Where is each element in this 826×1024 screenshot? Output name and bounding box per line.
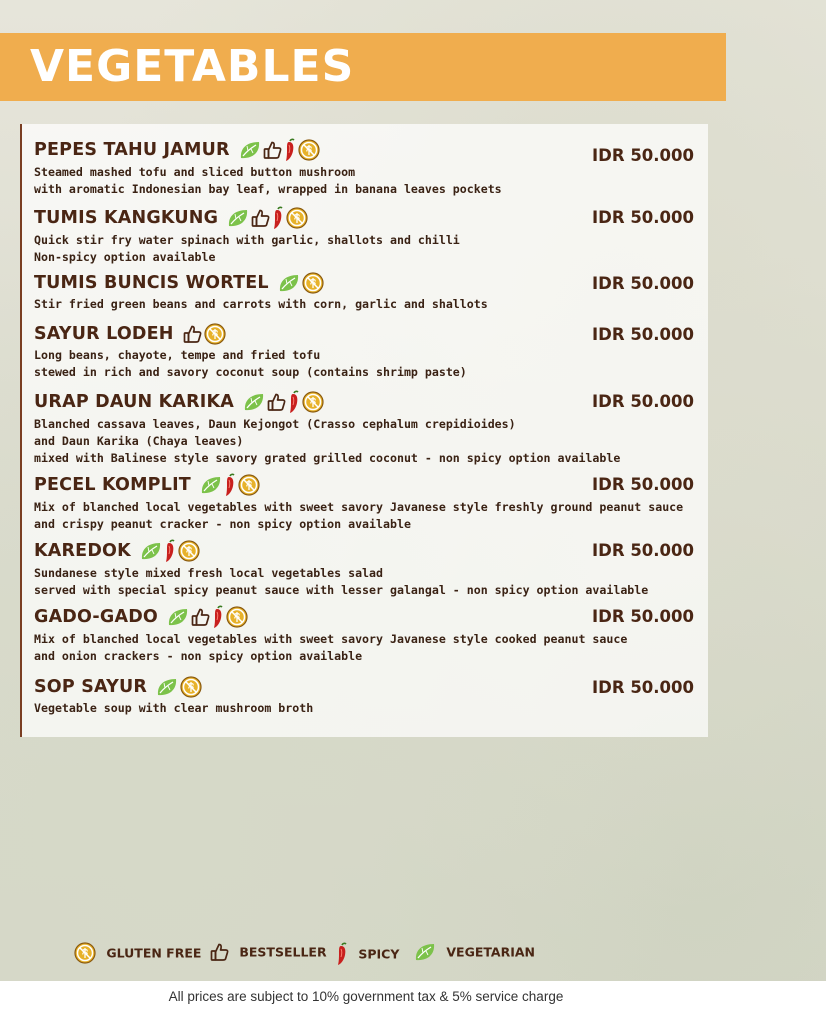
legend-label: VEGETARIAN: [446, 944, 536, 960]
chili-icon: [284, 138, 296, 162]
leaf-icon: [243, 392, 265, 412]
item-price: IDR 50.000: [592, 541, 694, 560]
item-price: IDR 50.000: [592, 146, 694, 165]
legend-gluten-free: [74, 942, 201, 964]
gluten-free-icon: [302, 391, 324, 413]
gluten-free-icon: [74, 942, 96, 964]
gluten-free-icon: [298, 139, 320, 161]
tax-note: All prices are subject to 10% government tax & 5% service charge: [168, 989, 564, 1004]
menu-item: [34, 323, 694, 381]
item-price: IDR 50.000: [592, 208, 694, 227]
description-line: Blanched cassava leaves, Daun Kejongot (Crasso cephalum crepidioides): [34, 417, 516, 431]
description-line: stewed in rich and savory coconut soup (contains shrimp paste): [34, 365, 467, 379]
chili-icon: [336, 946, 354, 961]
item-icons: [140, 539, 202, 563]
chili-icon: [288, 390, 300, 414]
description-line: Sundanese style mixed fresh local vegetables salad: [34, 566, 384, 580]
legend-vegetarian: [414, 942, 535, 962]
leaf-icon: [200, 475, 222, 495]
section-title: VEGETABLES: [30, 41, 355, 92]
menu-item: [34, 138, 694, 198]
gluten-free-icon: [178, 540, 200, 562]
leaf-icon: [414, 942, 436, 962]
item-icons: [156, 676, 204, 698]
description-line: served with special spicy peanut sauce with lesser galangal - non spicy option available: [34, 583, 649, 597]
menu-item: [34, 605, 694, 665]
item-icons: [239, 138, 322, 162]
item-name: TUMIS KANGKUNG: [34, 208, 219, 228]
thumbs-up-icon: [263, 140, 282, 160]
item-description: [34, 565, 694, 599]
menu-item: [34, 539, 694, 599]
legend-bestseller: [210, 942, 327, 962]
description-line: Stir fried green beans and carrots with corn, garlic and shallots: [34, 297, 488, 311]
menu-item: [34, 676, 694, 717]
item-name: SAYUR LODEH: [34, 324, 174, 344]
gluten-free-icon: [226, 606, 248, 628]
item-description: [34, 631, 694, 665]
menu-item: [34, 473, 694, 533]
chili-icon: [336, 942, 348, 966]
leaf-icon: [156, 677, 178, 697]
leaf-icon: [414, 944, 442, 959]
description-line: Vegetable soup with clear mushroom broth: [34, 701, 314, 715]
item-description: [34, 164, 694, 198]
item-icons: [243, 390, 326, 414]
item-name: PECEL KOMPLIT: [34, 475, 191, 495]
item-name: SOP SAYUR: [34, 677, 148, 697]
menu-item: [34, 390, 694, 467]
section-header: [0, 33, 726, 101]
description-line: Long beans, chayote, tempe and fried tofu: [34, 348, 321, 362]
chili-icon: [164, 539, 176, 563]
description-line: and Daun Karika (Chaya leaves): [34, 434, 244, 448]
item-description: [34, 700, 694, 717]
gluten-free-icon: [74, 945, 102, 960]
item-icons: [183, 323, 228, 345]
item-price: IDR 50.000: [592, 678, 694, 697]
item-description: [34, 499, 694, 533]
item-description: [34, 347, 694, 381]
item-icons: [278, 272, 326, 294]
thumbs-up-icon: [267, 392, 286, 412]
item-name: TUMIS BUNCIS WORTEL: [34, 273, 269, 293]
thumbs-up-icon: [210, 944, 235, 959]
leaf-icon: [167, 607, 189, 627]
description-line: mixed with Balinese style savory grated grilled coconut - non spicy option available: [34, 451, 621, 465]
description-line: Quick stir fry water spinach with garlic, shallots and chilli: [34, 233, 460, 247]
leaf-icon: [239, 140, 261, 160]
description-line: Mix of blanched local vegetables with sweet savory Javanese style cooked peanut sauce: [34, 632, 628, 646]
description-line: and crispy peanut cracker - non spicy option available: [34, 517, 411, 531]
item-name: GADO-GADO: [34, 607, 159, 627]
gluten-free-icon: [204, 323, 226, 345]
menu-panel: [20, 124, 708, 737]
description-line: Non-spicy option available: [34, 250, 216, 264]
chili-icon: [212, 605, 224, 629]
thumbs-up-icon: [191, 607, 210, 627]
description-line: Steamed mashed tofu and sliced button mushroom: [34, 165, 356, 179]
item-description: [34, 296, 694, 313]
item-price: IDR 50.000: [592, 274, 694, 293]
item-price: IDR 50.000: [592, 607, 694, 626]
gluten-free-icon: [180, 676, 202, 698]
gluten-free-icon: [302, 272, 324, 294]
thumbs-up-icon: [210, 942, 229, 962]
leaf-icon: [140, 541, 162, 561]
description-line: and onion crackers - non spicy option available: [34, 649, 363, 663]
gluten-free-icon: [238, 474, 260, 496]
item-price: IDR 50.000: [592, 475, 694, 494]
legend-label: GLUTEN FREE: [106, 945, 202, 961]
item-icons: [167, 605, 250, 629]
description-line: with aromatic Indonesian bay leaf, wrapped in banana leaves pockets: [34, 182, 502, 196]
item-icons: [227, 206, 310, 230]
item-name: KAREDOK: [34, 541, 131, 561]
item-description: [34, 416, 694, 467]
item-icons: [200, 473, 262, 497]
gluten-free-icon: [286, 207, 308, 229]
thumbs-up-icon: [251, 208, 270, 228]
legend-label: SPICY: [358, 946, 400, 962]
menu-item: [34, 206, 694, 266]
legend-label: BESTSELLER: [239, 944, 327, 960]
footer: [0, 981, 826, 1024]
item-price: IDR 50.000: [592, 325, 694, 344]
thumbs-up-icon: [183, 324, 202, 344]
item-name: URAP DAUN KARIKA: [34, 392, 235, 412]
menu-item: [34, 272, 694, 313]
item-description: [34, 232, 694, 266]
item-price: IDR 50.000: [592, 392, 694, 411]
chili-icon: [272, 206, 284, 230]
legend-spicy: [336, 942, 399, 966]
item-name: PEPES TAHU JAMUR: [34, 140, 230, 160]
leaf-icon: [278, 273, 300, 293]
description-line: Mix of blanched local vegetables with sweet savory Javanese style freshly ground peanut sauce: [34, 500, 684, 514]
leaf-icon: [227, 208, 249, 228]
chili-icon: [224, 473, 236, 497]
